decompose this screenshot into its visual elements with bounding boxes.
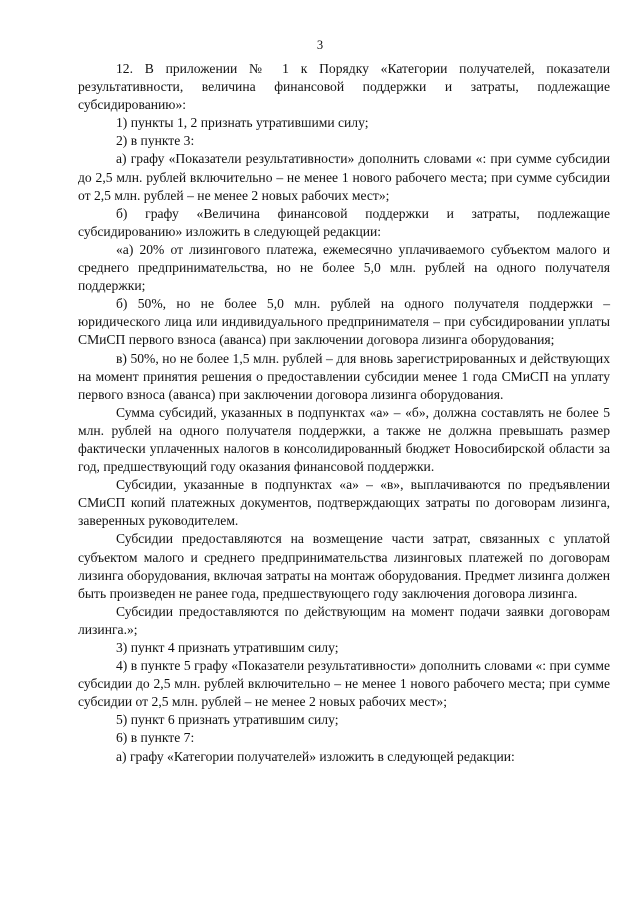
paragraph: Субсидии предоставляются на возмещение части затрат, связанных с уплатой субъектом малого и среднего предпринимательства лизинговых платежей по договорам лизинга оборудования, включая затраты на монтаж оборудования. Предмет лизинга должен быть произведен не ранее года, предшествующего году заключения договора лизинга. [78,531,610,601]
paragraph: Субсидии предоставляются по действующим на момент подачи заявки договорам лизинга.»; [78,603,610,637]
paragraph: б) графу «Величина финансовой поддержки и затраты, подлежащие субсидированию» изложить в следующей редакции: [78,205,610,239]
page-number: 3 [316,38,324,52]
paragraph: 2) в пункте 3: [116,133,195,149]
paragraph: а) графу «Показатели результативности» дополнить словами «: при сумме субсидии до 2,5 млн. рублей включительно – не менее 1 нового рабочего места; при сумме субсидии от 2,5 млн. рублей – не менее 2 новых рабочих мест»; [78,151,610,203]
paragraph: 4) в пункте 5 графу «Показатели результативности» дополнить словами «: при сумме субсидии до 2,5 млн. рублей включительно – не менее 1 нового рабочего места; при сумме субсидии от 2,5 млн. рублей – не менее 2 новых рабочих мест»; [78,658,610,710]
paragraph: 5) пункт 6 признать утратившим силу; [116,712,339,728]
paragraph: 3) пункт 4 признать утратившим силу; [116,640,339,655]
paragraph: Сумма субсидий, указанных в подпунктах «а» – «б», должна составлять не более 5 млн. рублей на одного получателя поддержки, а также не должна превышать размер фактически уплаченных налогов в консолидированный бюджет Новосибирской области за год, предшествующий году оказания финансовой поддержки. [78,404,610,475]
document-body [78,60,610,766]
paragraph: в) 50%, но не более 1,5 млн. рублей – для вновь зарегистрированных и действующих на момент принятия решения о предоставлении субсидии менее 1 года СМиСП на уплату первого взноса (аванса) при заключении договора лизинга оборудования. [78,350,610,402]
paragraph: 12. В приложении № 1 к Порядку «Категории получателей, показатели результативности, величина финансовой поддержки и затраты, подлежащие субсидированию»: [78,61,610,113]
paragraph: Субсидии, указанные в подпунктах «а» – «в», выплачиваются по предъявлении СМиСП копий платежных документов, подтверждающих затраты по договорам лизинга, заверенных руководителем. [78,477,610,529]
paragraph: 1) пункты 1, 2 признать утратившими силу; [116,115,369,131]
paragraph: «а) 20% от лизингового платежа, ежемесячно уплачиваемого субъектом малого и среднего предпринимательства, но не более 5,0 млн. рублей на одного получателя поддержки; [78,241,610,294]
paragraph: б) 50%, но не более 5,0 млн. рублей на одного получателя поддержки – юридического лица или индивидуального предпринимателя – при субсидировании уплаты СМиСП первого взноса (аванса) при заключении договора лизинга оборудования; [78,296,610,348]
paragraph: 6) в пункте 7: [116,730,195,746]
paragraph: а) графу «Категории получателей» изложить в следующей редакции: [116,748,515,764]
